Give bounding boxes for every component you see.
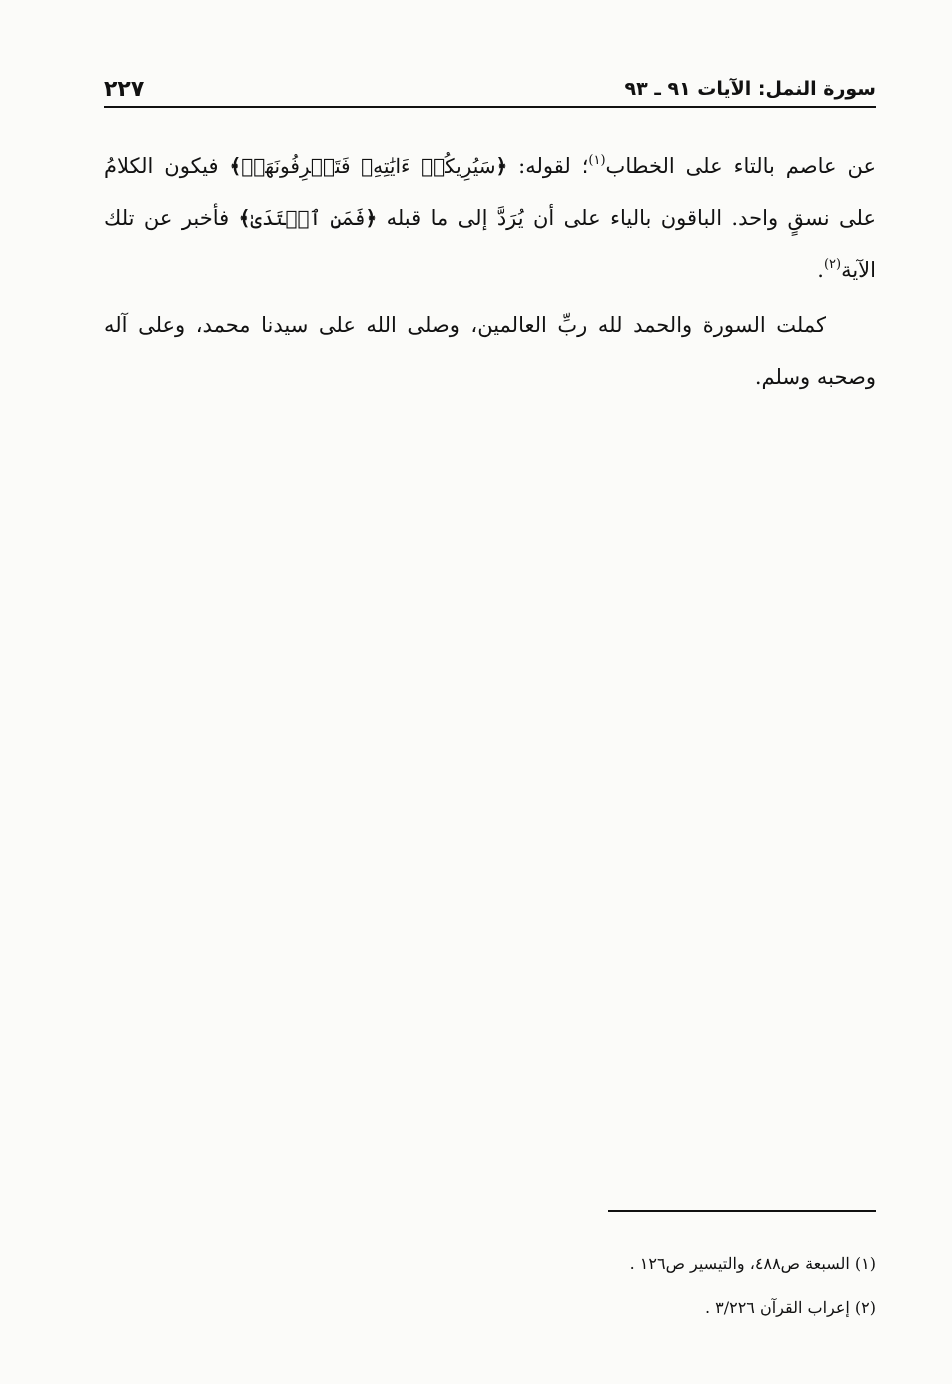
running-header [104, 70, 876, 108]
footnote-ref-1: (١) [588, 153, 606, 168]
para1-text-2: ؛ لقوله: [507, 154, 589, 178]
para1-text-3: فيكون الكلامُ على نسقٍ واحد. الباقون بالياء على أن يُرَدَّ إلى ما قبله [104, 154, 876, 230]
para1-text-1: عن عاصم بالتاء على الخطاب [605, 154, 876, 178]
ornate-bracket-open: ﴿ [495, 154, 508, 178]
footnote-2: (٢) إعراب القرآن ٣/٢٢٦ . [704, 1298, 876, 1317]
footnote-divider [608, 1210, 876, 1212]
footnotes [276, 1242, 876, 1330]
ornate-bracket-close: ﴾ [229, 154, 242, 178]
quran-quote-2: فَمَنِ ٱهۡتَدَىٰ [250, 206, 366, 230]
quran-quote-1: سَيُرِيكُمۡ ءَايَٰتِهِۦ فَتَعۡرِفُونَهَاۚ [241, 154, 496, 178]
para1-text-5: . [817, 258, 824, 282]
paragraph-1 [104, 140, 876, 296]
para1-text-4: فأخبر عن تلك الآية [104, 206, 876, 282]
ornate-bracket-close: ﴾ [238, 206, 251, 230]
header-title: سورة النمل: الآيات ٩١ ـ ٩٣ [624, 78, 876, 100]
ornate-bracket-open: ﴿ [365, 206, 378, 230]
page-number: ٢٢٧ [104, 77, 145, 102]
paragraph-2: كملت السورة والحمد لله ربِّ العالمين، وصلى الله على سيدنا محمد، وعلى آله وصحبه وسلم. [104, 313, 876, 389]
footnote-ref-2: (٢) [823, 257, 842, 272]
footnote-1: (١) السبعة ص٤٨٨، والتيسير ص١٢٦ . [629, 1254, 876, 1273]
body-text [104, 140, 876, 403]
